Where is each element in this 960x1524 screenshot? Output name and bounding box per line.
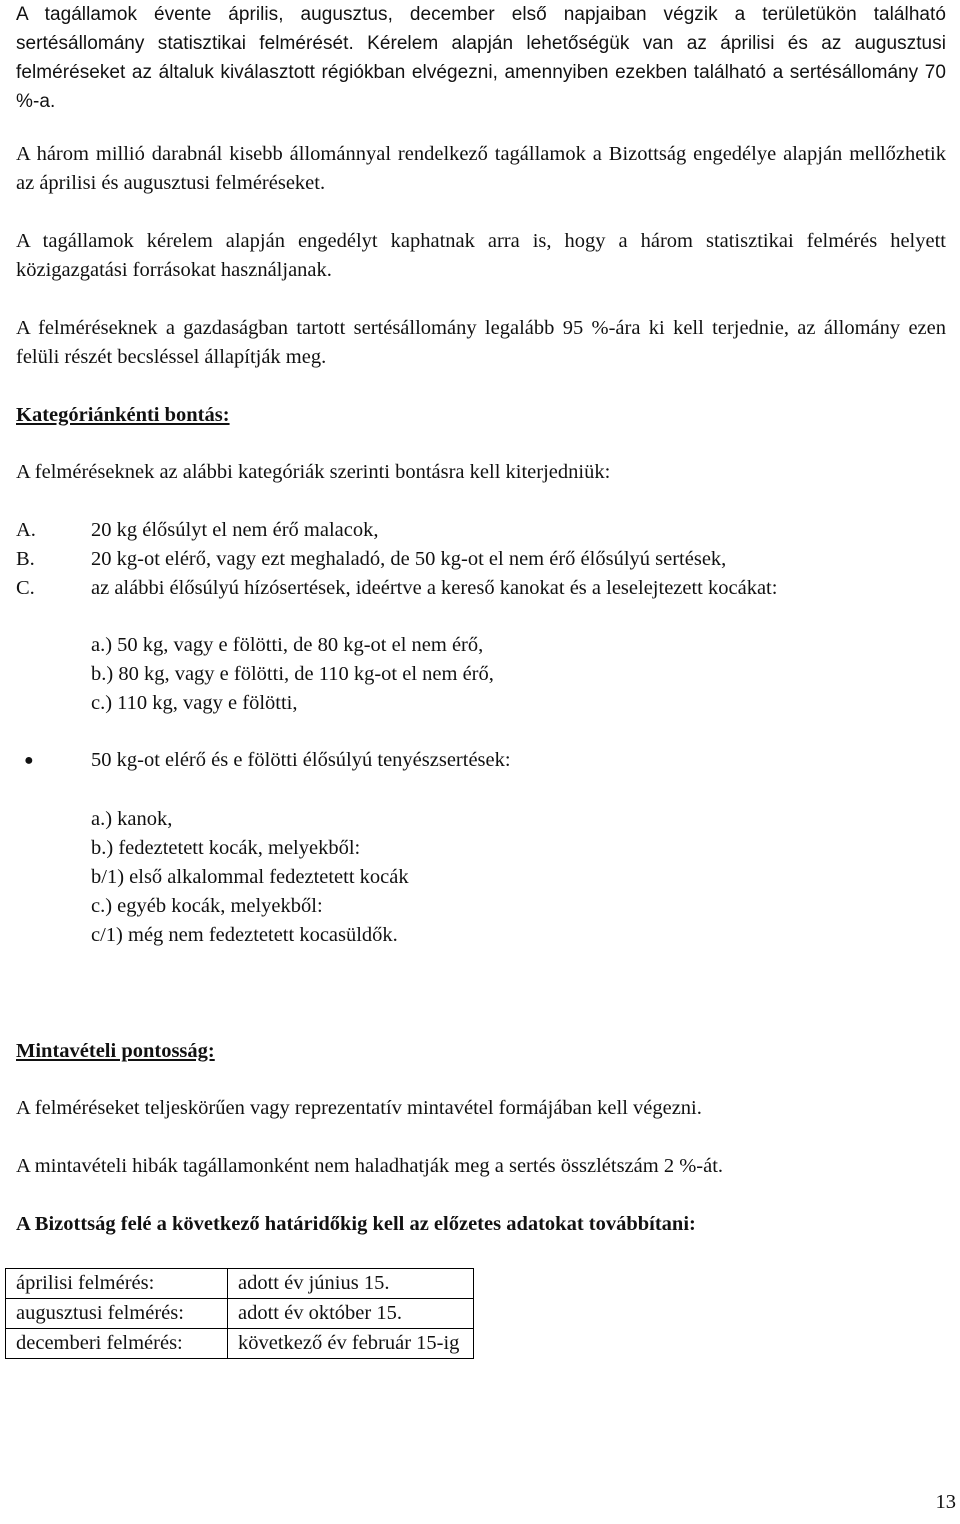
table-row (6, 1269, 474, 1299)
sampling-heading: Mintavételi pontosság: (16, 1040, 215, 1062)
breeding-subitem: c/1) még nem fedeztetett kocasüldők. (91, 924, 398, 946)
category-item-a (16, 516, 379, 545)
categories-heading: Kategóriánkénti bontás: (16, 404, 230, 426)
table-row (6, 1329, 474, 1359)
c-subitem: c.) 110 kg, vagy e fölötti, (91, 692, 298, 714)
intro-paragraph-4: A felméréseknek a gazdaságban tartott sertésállomány legalább 95 %-ára ki kell terjednie, az állomány ezen felüli részét becsléssel állapítják meg. (16, 317, 946, 368)
survey-cell: decemberi felmérés: (6, 1329, 228, 1359)
deadline-table (5, 1268, 474, 1359)
breeding-subitem: a.) kanok, (91, 808, 173, 830)
deadline-cell: adott év október 15. (228, 1299, 474, 1329)
c-subitem: a.) 50 kg, vagy e fölötti, de 80 kg-ot el nem érő, (91, 634, 484, 656)
category-text: 20 kg élősúlyt el nem érő malacok, (91, 519, 379, 541)
breeding-subitem: c.) egyéb kocák, melyekből: (91, 895, 323, 917)
bullet-dot-icon: ● (24, 752, 34, 769)
c-subitem: b.) 80 kg, vagy e fölötti, de 110 kg-ot el nem érő, (91, 663, 494, 685)
breeding-subitem: b.) fedeztetett kocák, melyekből: (91, 837, 361, 859)
category-marker: C. (16, 577, 35, 599)
deadline-cell: következő év február 15-ig (228, 1329, 474, 1359)
bullet-item: 50 kg-ot elérő és e fölötti élősúlyú tenyészsertések: (91, 749, 511, 771)
survey-cell: áprilisi felmérés: (6, 1269, 228, 1299)
category-text: 20 kg-ot elérő, vagy ezt meghaladó, de 50 kg-ot el nem érő élősúlyú sertések, (91, 548, 727, 570)
category-text: az alábbi élősúlyú hízósertések, ideértve a kereső kanokat és a leselejtezett kocákat: (91, 577, 778, 599)
category-item-c (16, 574, 777, 603)
sampling-paragraph-2: A mintavételi hibák tagállamonként nem haladhatják meg a sertés összlétszám 2 %-át. (16, 1155, 724, 1177)
deadline-cell: adott év június 15. (228, 1269, 474, 1299)
category-item-b (16, 545, 726, 574)
category-marker: A. (16, 519, 36, 541)
sampling-paragraph-1: A felméréseket teljeskörűen vagy reprezentatív mintavétel formájában kell végezni. (16, 1097, 702, 1119)
table-row (6, 1299, 474, 1329)
page-number: 13 (935, 1491, 956, 1513)
intro-paragraph-2: A három millió darabnál kisebb állománnyal rendelkező tagállamok a Bizottság engedélye alapján mellőzhetik az áprilisi és augusztusi felméréseket. (16, 143, 946, 194)
breeding-subitem: b/1) első alkalommal fedeztetett kocák (91, 866, 409, 888)
intro-paragraph-3: A tagállamok kérelem alapján engedélyt kaphatnak arra is, hogy a három statisztikai felmérés helyett közigazgatási forrásokat használjanak. (16, 230, 946, 281)
categories-lead: A felméréseknek az alábbi kategóriák szerinti bontásra kell kiterjedniük: (16, 461, 611, 483)
deadlines-heading: A Bizottság felé a következő határidőkig kell az előzetes adatokat továbbítani: (16, 1213, 696, 1235)
survey-cell: augusztusi felmérés: (6, 1299, 228, 1329)
intro-paragraph-1: A tagállamok évente április, augusztus, december első napjaiban végzik a területükön található sertésállomány statisztikai felmérését. Kérelem alapján lehetőségük van az áprilisi és az augusztusi felméréseket az általuk kiválasztott régiókban elvégezni, amennyiben ezekben található a sertésállomány 70 %-a. (16, 4, 946, 112)
category-marker: B. (16, 548, 35, 570)
